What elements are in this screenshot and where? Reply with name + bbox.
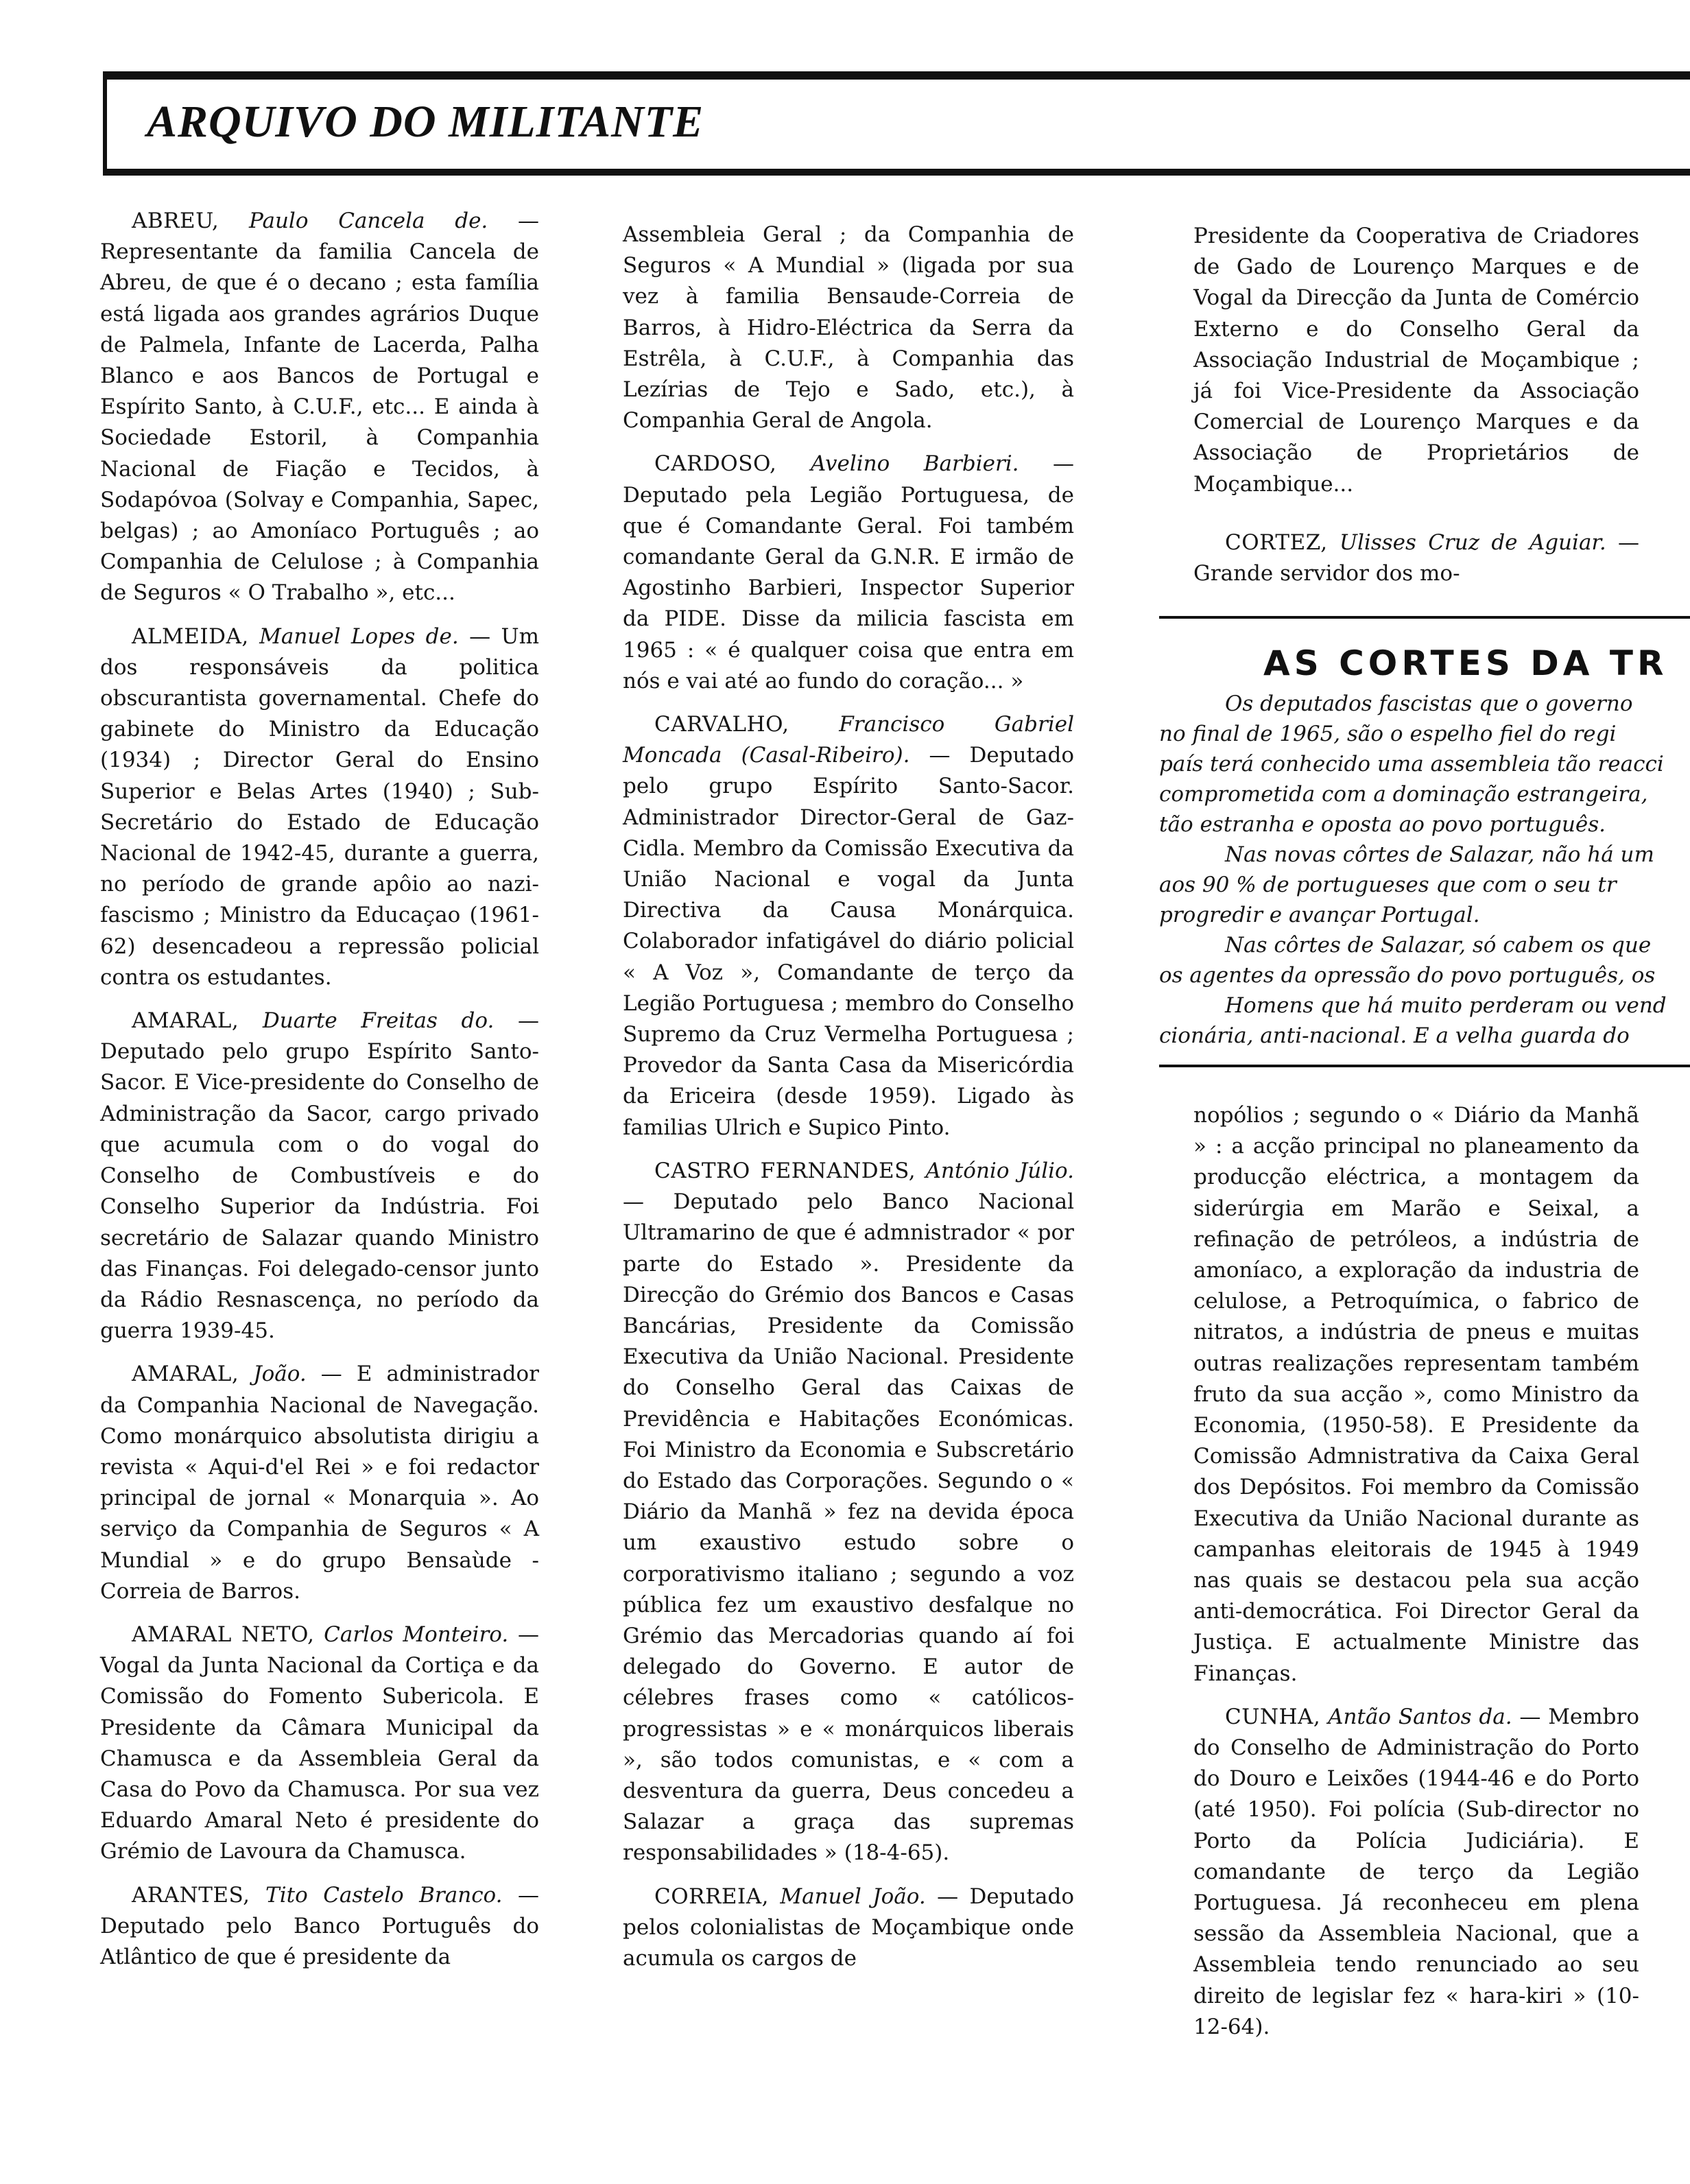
entry-text: — Deputado pelos colonialistas de Moçambique onde acumula os cargos de xyxy=(623,1884,1074,1971)
entry-given-name: Antão Santos da. xyxy=(1328,1704,1512,1729)
box-line: comprometida com a dominação estrangeira, xyxy=(1159,782,1648,807)
box-title: AS CORTES DA TR xyxy=(1263,643,1668,683)
entry-given-name: Francisco Gabriel Moncada (Casal-Ribeiro). xyxy=(623,712,1074,768)
box-bottom-rule xyxy=(1159,1065,1690,1067)
entry-castro-fernandes xyxy=(623,1156,1074,1869)
entry-text: — Deputado pelo Banco Nacional Ultramarino de que é admnistrador « por parte do Estado ». Presidente da Direcção do Grémio dos Bancos e Casas Bancárias, Presidente da Comissão Executiva da União Nacional. Presidente do Conselho Geral das Caixas de Previdência e Habitações Económicas. Foi Ministro da Economia e Subscretário do Estado das Corporações. Segundo o « Diário da Manhã » fez na devida época um exaustivo estudo sobre o corporativismo italiano ; segundo a voz pública fez um exaustivo desfalque no Grémio das Mercadorias quando aí foi delegado do Governo. E autor de célebres frases como « católicos-progressistas » e « monárquicos liberais », são todos comunistas, e « com a desventura da guerra, Deus concedeu a Salazar a graça das supremas responsabilidades » (18-4-65). xyxy=(623,1189,1074,1866)
entry-given-name: Paulo Cancela de. xyxy=(249,209,488,233)
entry-text: nopólios ; segundo o « Diário da Manhã » : a acção principal no planeamento da producção eléctrica, a montagem da siderúrgia em Marão e Seixal, a refinação de petróleos, a indústria de amoníaco, a exploração da industria de celulose, a Petroquímica, o fabrico de nitratos, a indústria de pneus e muitas outras realizações representam também fruto da sua acção », como Ministro da Economia, (1950-58). E Presidente da Comissão Admnistrativa da Caixa Geral dos Depósitos. Foi membro da Comissão Executiva da União Nacional durante as campanhas eleitorais de 1945 à 1949 nas quais se destacou pela sua acção anti-democrática. Foi Director Geral da Justiça. E actualmente Ministre das Finanças. xyxy=(1193,1103,1639,1686)
entry-almeida xyxy=(100,621,539,993)
entry-continuation xyxy=(1193,1100,1639,1689)
entry-surname: CARVALHO, xyxy=(654,712,789,737)
entry-arantes xyxy=(100,1880,539,1973)
entry-text: — Deputado pelo grupo Espírito Santo-Sacor. Administrador Director-Geral de Gaz-Cidla. Membro da Comissão Executiva da União Nacional e vogal da Junta Directiva da Causa Monárquica. Colaborador infatigável do diário policial « A Voz », Comandante de terço da Legião Portuguesa ; membro do Conselho Supremo da Cruz Vermelha Portuguesa ; Provedor da Santa Casa da Misericórdia da Ericeira (desde 1959). Ligado às familias Ulrich e Supico Pinto. xyxy=(623,743,1074,1140)
entry-given-name: Manuel Lopes de. xyxy=(259,624,459,649)
entry-surname: ABREU, xyxy=(132,209,219,233)
box-line: Os deputados fascistas que o governo xyxy=(1225,691,1633,716)
entry-continuation xyxy=(1193,221,1639,500)
entry-surname: ARANTES, xyxy=(132,1882,250,1908)
entry-text: — E administrador da Companhia Nacional de Navegação. Como monárquico absolutista dirigiu a revista « Aqui-d'el Rei » e foi redactor principal de jornal « Monarquia ». Ao serviço da Companhia de Seguros « A Mundial » e do grupo Bensaùde - Correia de Barros. xyxy=(100,1362,539,1604)
entry-cardoso xyxy=(623,449,1074,697)
entry-surname: CASTRO FERNANDES, xyxy=(654,1158,916,1183)
entry-text: Presidente da Cooperativa de Criadores de Gado de Lourenço Marques e de Vogal da Direcção da Junta de Comércio Externo e do Conselho Geral da Associação Industrial de Moçambique ; já foi Vice-Presidente da Associação Comercial de Lourenço Marques e da Associação de Proprietários de Moçambique... xyxy=(1193,224,1639,497)
entry-text: — Representante da familia Cancela de Abreu, de que é o decano ; esta família está ligada aos grandes agrários Duque de Palmela, Infante de Lacerda, Palha Blanco e aos Bancos de Portugal e Espírito Santo, à C.U.F., etc... E ainda à Sociedade Estoril, à Companhia Nacional de Fiação e Tecidos, à Sodapóvoa (Solvay e Companhia, Sapec, belgas) ; ao Amoníaco Português ; ao Companhia de Celulose ; à Companhia de Seguros « O Trabalho », etc... xyxy=(100,209,540,606)
entry-given-name: Manuel João. xyxy=(780,1884,926,1909)
entry-text: — Vogal da Junta Nacional da Cortiça e da Comissão do Fomento Subericola. E Presidente da Câmara Municipal da Chamusca e da Assembleia Geral da Casa do Povo da Chamusca. Por sua vez Eduardo Amaral Neto é presidente do Grémio de Lavoura da Chamusca. xyxy=(100,1622,539,1864)
entry-surname: CUNHA, xyxy=(1225,1704,1321,1729)
entry-text: — Um dos responsáveis da politica obscurantista governamental. Chefe do gabinete do Ministro da Educação (1934) ; Director Geral do Ensino Superior e Belas Artes (1940) ; Sub-Secretário do Estado de Educação Nacional de 1942-45, durante a guerra, no período de grande apôio ao nazi-fascismo ; Ministro da Educaçao (1961-62) desencadeou a repressão policial contra os estudantes. xyxy=(100,624,540,990)
entry-abreu xyxy=(100,206,539,609)
entry-carvalho xyxy=(623,709,1074,1143)
entry-surname: AMARAL NETO, xyxy=(132,1622,315,1647)
section-title: ARQUIVO DO MILITANTE xyxy=(147,97,704,147)
entry-given-name: Ulisses Cruz de Aguiar. xyxy=(1339,530,1606,555)
entry-amaral-neto xyxy=(100,1619,539,1868)
entry-surname: CARDOSO, xyxy=(654,451,777,477)
entry-surname: CORREIA, xyxy=(654,1884,769,1909)
entry-surname: AMARAL, xyxy=(132,1008,239,1034)
entry-text: — Deputado pela Legião Portuguesa, de que é Comandante Geral. Foi também comandante Geral da G.N.R. E irmão de Agostinho Barbieri, Inspector Superior da PIDE. Disse da milicia fascista em 1965 : « é qualquer coisa que entra em nós e vai até ao fundo do coração... » xyxy=(623,451,1074,693)
column-3-bottom xyxy=(1193,1100,1639,2055)
entry-cunha xyxy=(1193,1702,1639,2043)
entry-given-name: António Júlio. xyxy=(925,1158,1074,1183)
box-line: cionária, anti-nacional. E a velha guarda do xyxy=(1159,1023,1630,1048)
entry-given-name: Tito Castelo Branco. xyxy=(265,1882,503,1908)
entry-given-name: Carlos Monteiro. xyxy=(324,1622,509,1647)
entry-continuation xyxy=(623,219,1074,436)
entry-given-name: Duarte Freitas do. xyxy=(262,1008,495,1034)
entry-amaral-duarte xyxy=(100,1006,539,1346)
box-line: no final de 1965, são o espelho fiel do regi xyxy=(1159,722,1617,746)
box-line: Nas novas côrtes de Salazar, não há um xyxy=(1225,842,1654,867)
entry-surname: ALMEIDA, xyxy=(132,624,249,649)
entry-given-name: João. xyxy=(253,1362,307,1387)
entry-text: — Grande servidor dos mo- xyxy=(1193,530,1639,586)
entry-text: — Deputado pelo Banco Português do Atlântico de que é presidente da xyxy=(100,1882,539,1969)
entry-text: Assembleia Geral ; da Companhia de Seguros « A Mundial » (ligada por sua vez à familia Bensaude-Correia de Barros, à Hidro-Eléctrica da Serra da Estrêla, à C.U.F., à Companhia das Lezírias de Tejo e Sado, etc.), à Companhia Geral de Angola. xyxy=(623,222,1074,434)
box-line: progredir e avançar Portugal. xyxy=(1159,903,1480,927)
column-3-top xyxy=(1193,221,1639,602)
box-text xyxy=(1159,689,1690,1051)
entry-given-name: Avelino Barbieri. xyxy=(810,451,1019,477)
box-line: os agentes da opressão do povo português, os xyxy=(1159,963,1656,988)
entry-text: — Membro do Conselho de Administração do Porto do Douro e Leixões (1944-46 e do Porto (até 1950). Foi polícia (Sub-director no Porto da Polícia Judiciária). E comandante de terço da Legião Portuguesa. Já reconheceu em plena sessão da Assembleia Nacional, que a Assembleia tendo renunciado ao seu direito de legislar fez « hara-kiri » (10-12-64). xyxy=(1193,1704,1639,2039)
box-top-rule xyxy=(1159,616,1690,619)
box-line: tão estranha e oposta ao povo português. xyxy=(1159,812,1606,837)
entry-surname: AMARAL, xyxy=(132,1362,239,1387)
entry-amaral-joao xyxy=(100,1359,539,1607)
header-bottom-rule xyxy=(103,169,1690,176)
box-line: aos 90 % de portugueses que com o seu tr xyxy=(1159,873,1617,897)
column-1 xyxy=(100,206,539,1985)
entry-text: — Deputado pelo grupo Espírito Santo-Sacor. E Vice-presidente do Conselho de Administração da Sacor, cargo privado que acumula com o do vogal do Conselho de Combustíveis e do Conselho Superior da Indústria. Foi secretário de Salazar quando Ministro das Finanças. Foi delegado-censor junto da Rádio Resnascença, no período da guerra 1939-45. xyxy=(100,1008,539,1344)
entry-correia xyxy=(623,1882,1074,1975)
box-line: Homens que há muito perderam ou vend xyxy=(1225,993,1667,1018)
header-left-rule xyxy=(103,71,107,176)
header-top-rule xyxy=(103,71,1690,80)
column-2 xyxy=(623,219,1074,1986)
box-line: Nas côrtes de Salazar, só cabem os que xyxy=(1225,933,1652,958)
box-line: país terá conhecido uma assembleia tão reacci xyxy=(1159,752,1664,776)
entry-surname: CORTEZ, xyxy=(1225,530,1328,555)
entry-cortez xyxy=(1193,527,1639,589)
